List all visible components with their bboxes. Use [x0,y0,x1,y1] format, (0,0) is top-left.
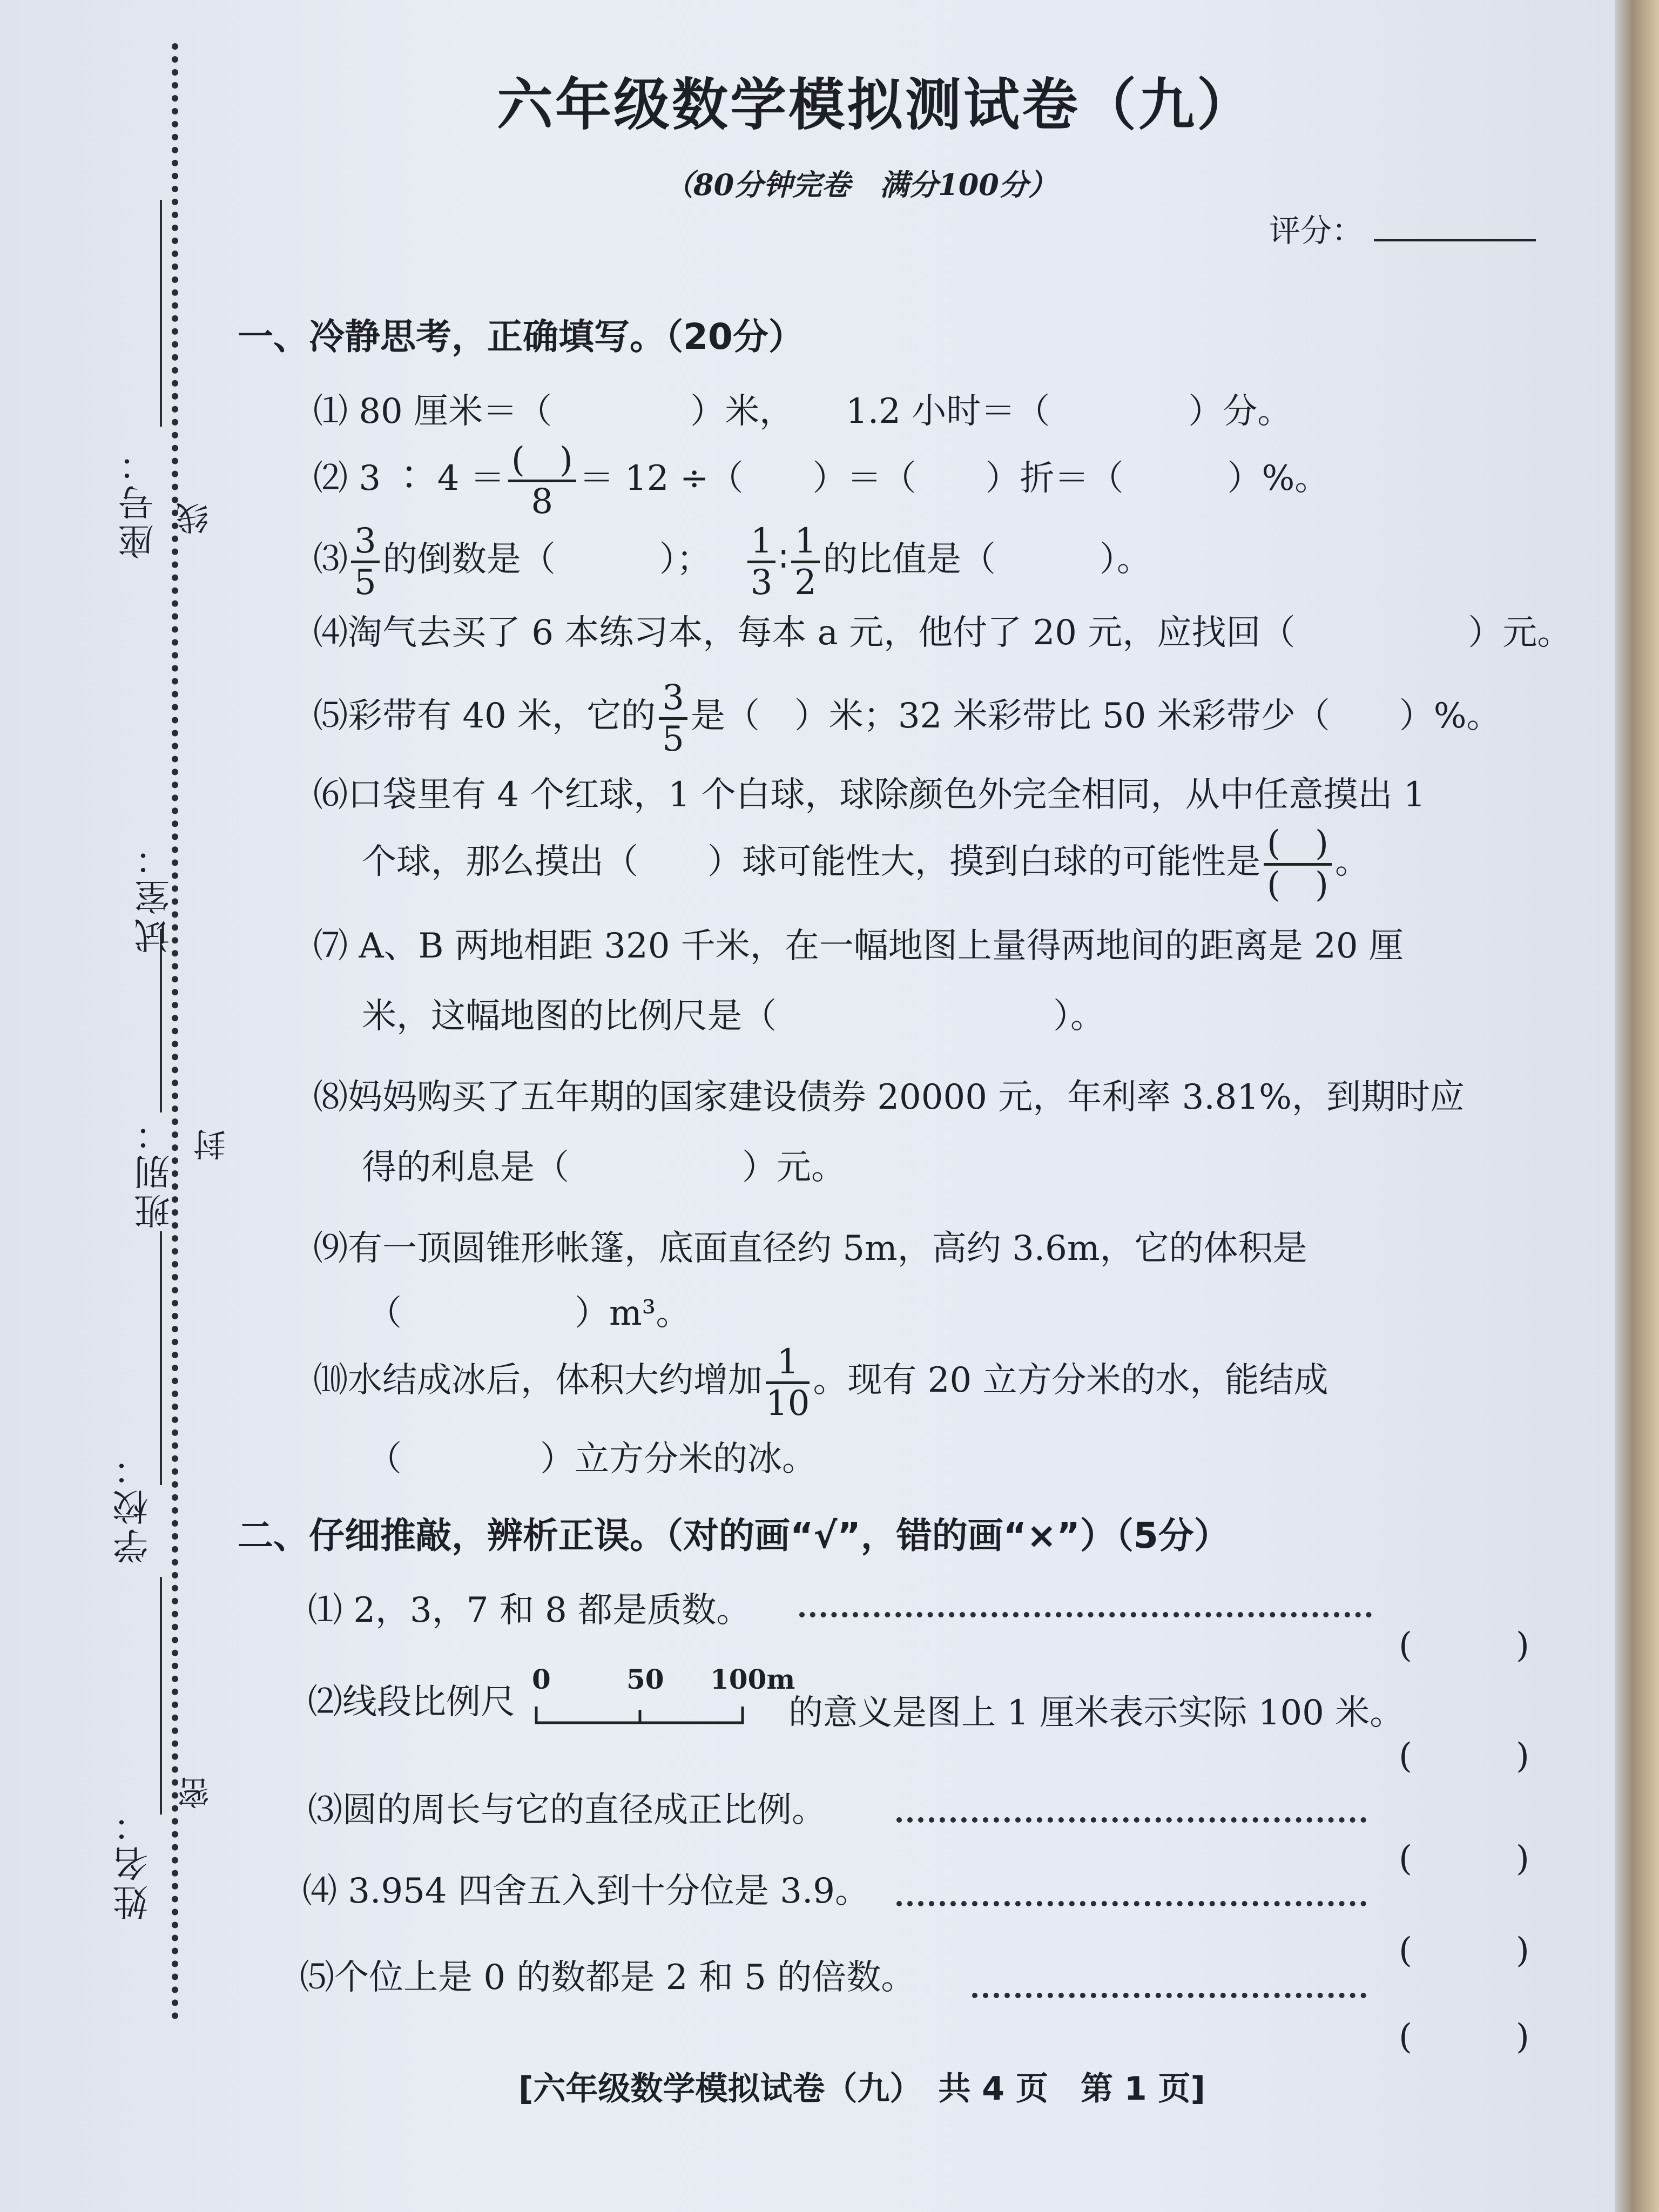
page-footer: [六年级数学模拟试卷（九） 共 4 页 第 1 页] [518,2070,1205,2108]
margin-seal-char: 封 [193,1129,231,1161]
page-title: 六年级数学模拟测试卷（九） [497,71,1256,138]
q3-prefix: ⑶ [313,539,348,579]
score-blank[interactable] [1374,218,1536,241]
question-9-line1: ⑼有一顶圆锥形帐篷，底面直径约 5m，高约 3.6m，它的体积是 [313,1229,1307,1269]
question-8-line1: ⑻妈妈购买了五年期的国家建设债券 20000 元，年利率 3.81%，到期时应 [313,1077,1465,1117]
question-8-line2: 得的利息是（ ）元。 [362,1148,846,1188]
q3-b-numerator: 1 [791,524,820,563]
score-label: 评分： [1269,212,1364,249]
q2-fraction [508,440,576,522]
judge-3-answer[interactable]: ( ) [1399,1839,1529,1879]
margin-name-label: 姓名： [113,1804,154,1920]
seal-dotted-line [172,43,178,2020]
q6-end: 。 [1334,842,1370,882]
margin-class-label: 班别： [134,1112,176,1229]
judge-3: ⑶圆的周长与它的直径成正比例。 [308,1790,826,1830]
q10-numerator: 1 [766,1345,810,1384]
q5-suffix: 是（ ）米；32 米彩带比 50 米彩带少（ ）%。 [690,696,1501,736]
question-5 [313,680,1501,757]
question-7-line1: ⑺ A、B 两地相距 320 千米，在一幅地图上量得两地间的距离是 20 厘 [313,926,1404,966]
margin-line-char: 线 [176,502,214,535]
judge-3-leader [896,1817,1366,1823]
q6-numerator: ( ) [1264,826,1332,866]
question-7-line2: 米，这幅地图的比例尺是（ ）。 [362,996,1105,1036]
judge-2-suffix: 的意义是图上 1 厘米表示实际 100 米。 [788,1693,1405,1733]
q3-suffix: 的比值是（ ）。 [822,539,1151,579]
q2-suffix: ＝ 12 ÷（ ）＝（ ）折＝（ ）%。 [579,458,1330,498]
question-6-line2 [362,824,1370,905]
judge-2-answer[interactable]: ( ) [1399,1736,1529,1776]
judge-1-answer[interactable]: ( ) [1399,1626,1529,1665]
question-9-line2: （ ）m³。 [367,1293,691,1333]
margin-line-seat [160,200,162,427]
q3-ratio-a [747,521,776,603]
q3-a-numerator: 1 [747,524,776,563]
q3-denominator: 5 [354,563,376,603]
score-field [1269,205,1536,251]
q10-suffix: 。现有 20 立方分米的水，能结成 [813,1360,1328,1400]
q10-prefix: ⑽水结成冰后，体积大约增加 [313,1360,763,1400]
judge-1-text: ⑴ 2，3，7 和 8 都是质数。 [308,1590,751,1630]
question-6-line1: ⑹口袋里有 4 个红球，1 个白球，球除颜色外完全相同，从中任意摸出 1 [313,775,1426,815]
q2-denominator: 8 [531,482,554,522]
judge-5: ⑸个位上是 0 的数都是 2 和 5 的倍数。 [300,1958,916,1998]
question-4: ⑷淘气去买了 6 本练习本，每本 a 元，他付了 20 元，应找回（ ）元。 [313,613,1572,653]
judge-4-answer[interactable]: ( ) [1399,1931,1529,1971]
judge-4: ⑷ 3.954 四舍五入到十分位是 3.9。 [302,1871,870,1911]
margin-secret-char: 密 [177,1777,215,1809]
q3-numerator: 3 [351,524,380,563]
judge-4-leader [896,1901,1366,1906]
q5-denominator: 5 [662,719,684,759]
q3-b-denominator: 2 [794,563,817,603]
scale-label-100m: 100m [710,1663,795,1695]
q10-denominator: 10 [766,1384,810,1424]
question-1: ⑴ 80 厘米＝（ ）米， 1.2 小时＝（ ）分。 [313,392,1292,431]
margin-school-label: 学校： [113,1447,154,1564]
scale-label-50: 50 [626,1663,664,1695]
margin-seat-label: 座号： [118,443,160,559]
q5-fraction [659,680,687,757]
q2-prefix: ⑵ 3 ∶ 4 ＝ [313,458,505,498]
question-3: ⑶ $\frac{3}{5}$ 的倒数是（ ）； $\frac{1}{3}$ ∶ $\frac{1}{2}$ 的比值是（ ）。 [313,521,1151,603]
question-10 [313,1342,1328,1424]
margin-line-school [160,1577,162,1815]
q3-middle: 的倒数是（ ）； [382,539,711,579]
q5-numerator: 3 [659,680,687,720]
q6-text: 个球，那么摸出（ ）球可能性大，摸到白球的可能性是 [362,842,1260,882]
judge-1 [308,1582,751,1632]
q2-numerator: ( ) [508,443,576,482]
judge-5-leader [972,1993,1366,1998]
judge-2 [308,1674,515,1724]
q3-ratio-b [791,521,820,603]
q6-fraction [1264,824,1332,905]
q3-fraction [351,521,380,603]
margin-line-room [160,929,162,1112]
margin-room-label: 试室： [134,837,176,954]
question-10-line2: （ ）立方分米的冰。 [367,1439,817,1479]
q10-fraction [766,1342,810,1424]
judge-2-prefix: ⑵线段比例尺 [308,1682,515,1722]
page-subtitle: （80分钟完卷 满分100分） [664,167,1057,202]
judge-1-leader [799,1612,1372,1617]
question-2 [313,440,1330,522]
section1-heading: 一、冷静思考，正确填写。（20分） [238,316,804,358]
margin-line-class [160,1231,162,1485]
section2-heading: 二、仔细推敲，辨析正误。（对的画“√”，错的画“×”）（5分） [238,1515,1230,1556]
scale-label-0: 0 [532,1663,551,1695]
line-scale-bar [532,1663,795,1728]
q3-a-denominator: 3 [750,563,773,603]
judge-5-answer[interactable]: ( ) [1399,2017,1529,2057]
q5-prefix: ⑸彩带有 40 米，它的 [313,696,656,736]
page-edge [1615,0,1659,2212]
q6-denominator: ( ) [1267,865,1328,905]
